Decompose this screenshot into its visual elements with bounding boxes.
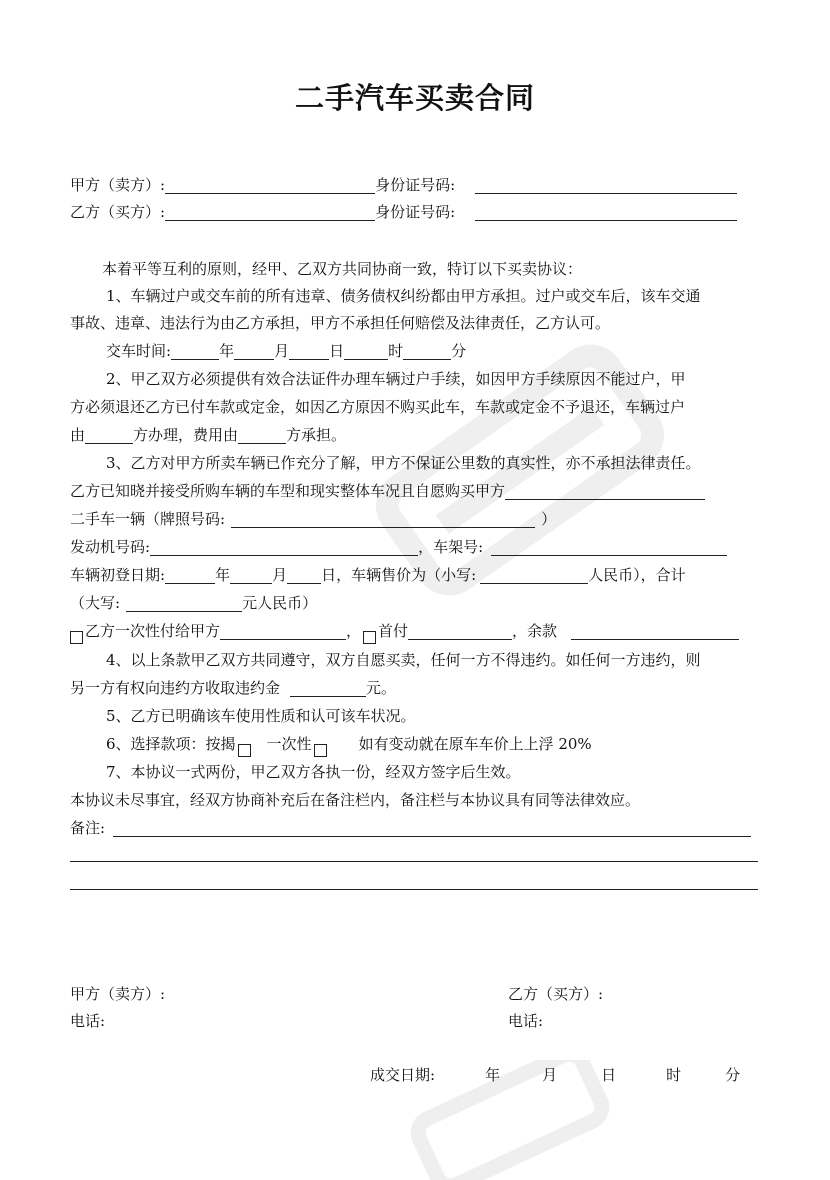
penalty-amount-field[interactable] (290, 678, 366, 697)
remark-row (70, 815, 760, 841)
clause-2-fee: 方办理，费用由 (133, 426, 239, 444)
handover-month: 月 (274, 342, 290, 360)
deal-month: 月 (542, 1066, 558, 1084)
uppercase-label: （大写: (70, 594, 121, 612)
engine-label: 发动机号码: (70, 538, 151, 556)
party-a-row (70, 172, 760, 198)
deal-date-row (370, 1062, 760, 1088)
price-lowercase-field[interactable] (480, 565, 588, 584)
clause-2-line-3 (70, 422, 760, 448)
clause-3-text: 乙方已知晓并接受所购车辆的车型和现实整体车况且自愿购买甲方 (70, 482, 506, 500)
clause-3-line-1: 3、乙方对甲方所卖车辆已作充分了解，甲方不保证公里数的真实性，亦不承担法律责任。 (106, 454, 701, 472)
handover-hour: 时 (388, 342, 404, 360)
down-payment-checkbox[interactable] (363, 631, 376, 644)
handover-minute-field[interactable] (403, 341, 451, 360)
penalty-label: 另一方有权向违约方收取违约金 (70, 679, 281, 697)
party-a-name-field[interactable] (165, 175, 375, 194)
clause-6-row (70, 731, 796, 757)
payment-sep: ， (346, 622, 362, 640)
buyer-sign-label: 乙方（买方）: (508, 985, 604, 1003)
remark-field-2[interactable] (70, 861, 758, 862)
clause-2-by: 由 (70, 426, 86, 444)
clause-2-bear: 方承担。 (286, 426, 347, 444)
one-time-checkbox[interactable] (314, 744, 327, 757)
deal-date-label: 成交日期: (370, 1066, 436, 1084)
deal-day: 日 (601, 1066, 617, 1084)
party-a-label: 甲方（卖方）: (70, 176, 166, 194)
supplement-text: 本协议未尽事宜，经双方协商补充后在备注栏内，备注栏与本协议具有同等法律效应。 (70, 791, 641, 809)
transfer-party-field[interactable] (85, 425, 133, 444)
deal-hour: 时 (666, 1066, 682, 1084)
handover-hour-field[interactable] (344, 341, 388, 360)
reg-month-field[interactable] (230, 565, 272, 584)
mortgage-checkbox[interactable] (238, 744, 251, 757)
down-payment-amount-field[interactable] (408, 621, 512, 640)
buyer-phone-label: 电话: (508, 1012, 544, 1030)
price-rmb-total: 人民币），合计 (588, 566, 686, 584)
handover-year-field[interactable] (171, 341, 219, 360)
down-payment-label: 首付 (378, 622, 409, 640)
penalty-unit: 元。 (366, 679, 397, 697)
reg-day-field[interactable] (287, 565, 321, 584)
lump-sum-amount-field[interactable] (220, 621, 346, 640)
seller-phone-label: 电话: (70, 1012, 106, 1030)
clause-7: 7、本协议一式两份，甲乙双方各执一份，经双方签字后生效。 (106, 763, 521, 781)
reg-year-field[interactable] (165, 565, 215, 584)
party-b-id-label: 身份证号码: (375, 203, 456, 221)
price-uppercase-row (70, 590, 760, 616)
clause-5: 5、乙方已明确该车使用性质和认可该车状况。 (106, 707, 416, 725)
remark-label: 备注: (70, 819, 106, 837)
clause-4-line-2 (70, 675, 760, 701)
plate-row (70, 506, 760, 532)
frame-label: ，车架号: (418, 538, 484, 556)
party-a-id-field[interactable] (475, 175, 737, 194)
clause-2-line-1: 2、甲乙双方必须提供有效合法证件办理车辆过户手续，如因甲方手续原因不能过户，甲 (106, 370, 686, 388)
contract-title: 二手汽车买卖合同 (294, 81, 535, 115)
frame-number-field[interactable] (491, 537, 727, 556)
fee-party-field[interactable] (238, 425, 286, 444)
registration-price-row (70, 562, 760, 588)
clause-6-lump-sum: 一次性 (266, 735, 312, 753)
handover-label: 交车时间: (106, 342, 172, 360)
deal-minute: 分 (725, 1066, 741, 1084)
party-b-row (70, 199, 760, 225)
balance-amount-field[interactable] (571, 621, 739, 640)
handover-time-row (70, 338, 796, 364)
seller-sign-label: 甲方（卖方）: (70, 985, 166, 1003)
plate-number-field[interactable] (231, 509, 535, 528)
clause-4-line-1: 4、以上条款甲乙双方共同遵守，双方自愿买卖，任何一方不得违约。如任何一方违约，则 (106, 651, 701, 669)
handover-month-field[interactable] (234, 341, 274, 360)
handover-day: 日 (329, 342, 345, 360)
reg-month: 月 (272, 566, 288, 584)
party-b-label: 乙方（买方）: (70, 203, 166, 221)
intro-text: 本着平等互利的原则，经甲、乙双方共同协商一致，特订以下买卖协议： (102, 260, 583, 278)
handover-year: 年 (219, 342, 235, 360)
reg-year: 年 (215, 566, 231, 584)
seller-vehicle-field[interactable] (505, 481, 705, 500)
clause-2-line-2: 方必须退还乙方已付车款或定金，如因乙方原因不购买此车，车款或定金不予退还，车辆过户 (70, 398, 686, 416)
engine-frame-row (70, 534, 760, 560)
plate-label: 二手车一辆（牌照号码: (70, 510, 226, 528)
remark-field-3[interactable] (70, 889, 758, 890)
clause-6-mortgage: 6、选择款项：按揭 (106, 735, 236, 753)
plate-close: ） (541, 510, 557, 528)
payment-row (70, 618, 760, 644)
price-uppercase-field[interactable] (126, 593, 242, 612)
balance-label: ，余款 (512, 622, 558, 640)
clause-6-note: 如有变动就在原车车价上上浮 20% (358, 735, 592, 753)
engine-number-field[interactable] (150, 537, 418, 556)
uppercase-unit: 元人民币） (242, 594, 318, 612)
registration-label: 车辆初登日期: (70, 566, 166, 584)
remark-field-1[interactable] (113, 818, 751, 837)
party-b-name-field[interactable] (165, 202, 375, 221)
party-b-id-field[interactable] (475, 202, 737, 221)
lump-sum-checkbox[interactable] (70, 631, 83, 644)
party-a-id-label: 身份证号码: (375, 176, 456, 194)
handover-day-field[interactable] (289, 341, 329, 360)
clause-3-line-2 (70, 478, 760, 504)
lump-sum-label: 乙方一次性付给甲方 (85, 622, 221, 640)
clause-1-line-2: 事故、违章、违法行为由乙方承担，甲方不承担任何赔偿及法律责任，乙方认可。 (70, 314, 611, 332)
price-label: 日，车辆售价为（小写: (321, 566, 477, 584)
clause-1-line-1: 1、车辆过户或交车前的所有违章、债务债权纠纷都由甲方承担。过户或交车后，该车交通 (106, 287, 701, 305)
deal-year: 年 (485, 1066, 501, 1084)
handover-minute: 分 (451, 342, 467, 360)
